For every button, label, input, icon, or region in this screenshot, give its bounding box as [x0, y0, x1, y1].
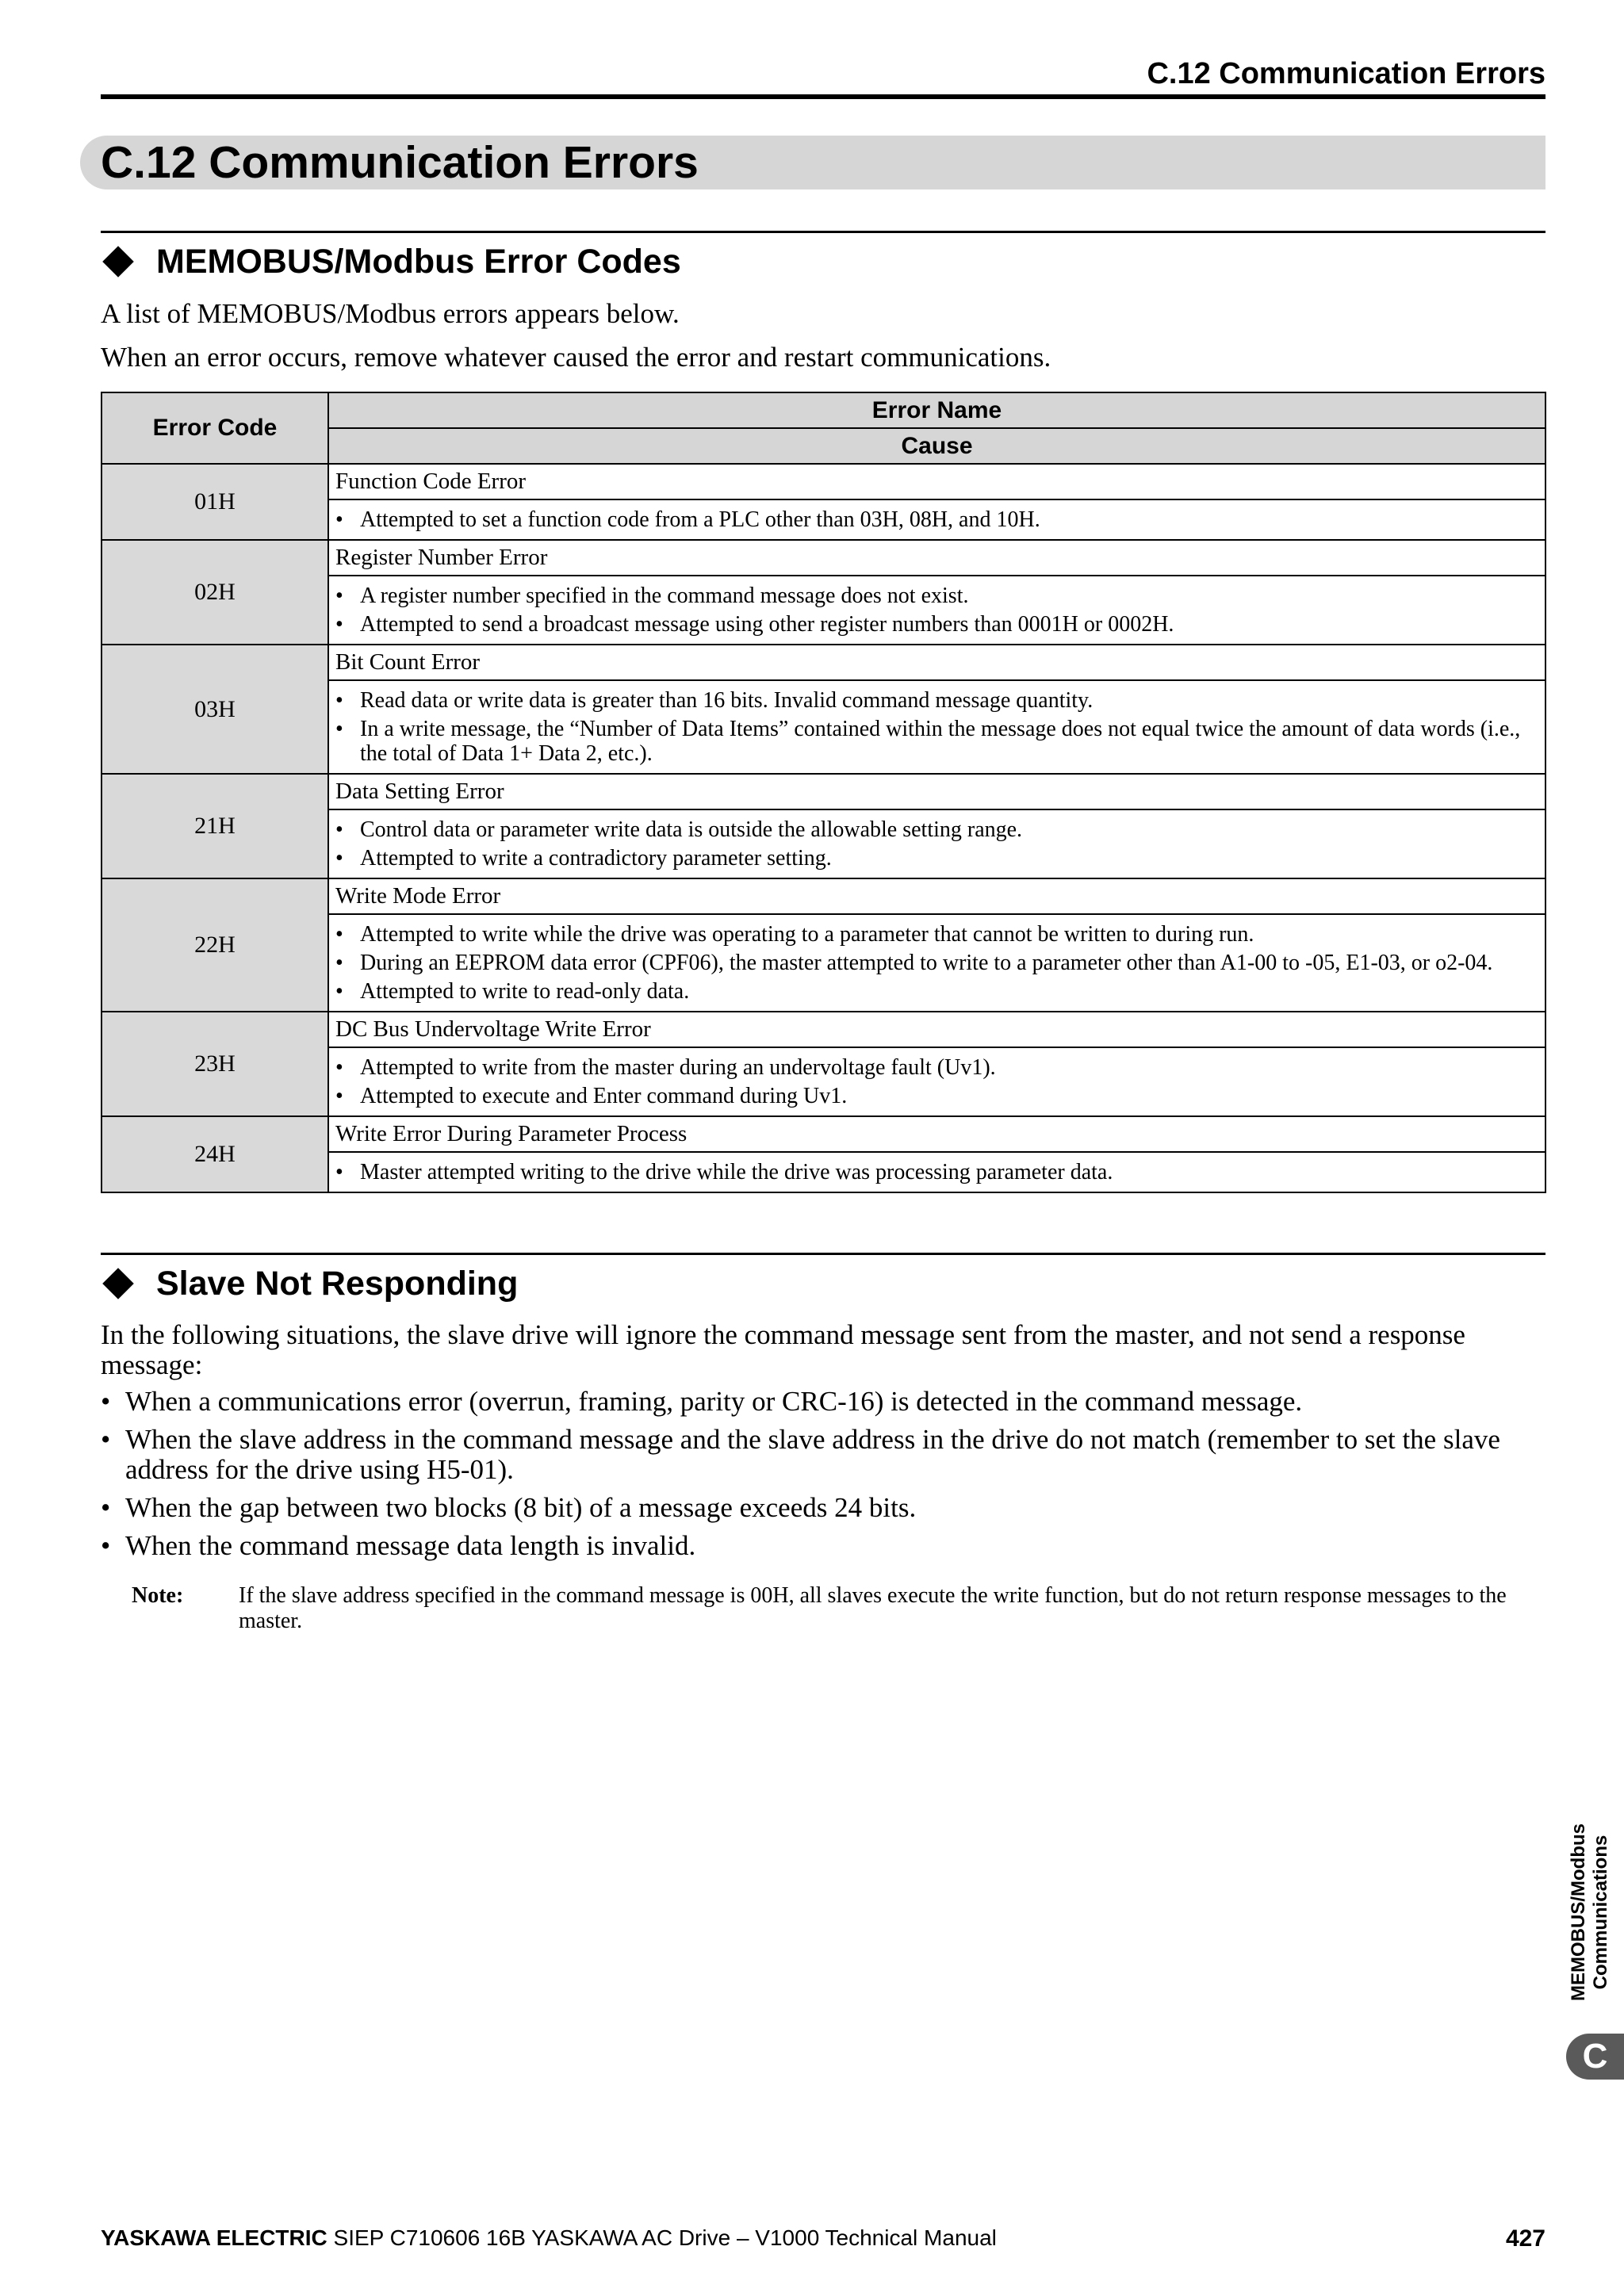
- table-row: [102, 1012, 1545, 1047]
- col-header-cause: Cause: [328, 428, 1545, 464]
- chapter-title: C.12 Communication Errors: [101, 137, 699, 188]
- error-name-cell: Bit Count Error: [328, 645, 1545, 680]
- error-code-cell: 01H: [102, 464, 328, 540]
- cause-cell: [328, 499, 1545, 540]
- cause-item: • Attempted to send a broadcast message using other register numbers than 0001H or 0002H.: [335, 612, 1174, 637]
- section-rule: [101, 1253, 1545, 1255]
- error-code-cell: 21H: [102, 774, 328, 878]
- list-item: • When the command message data length is invalid.: [101, 1530, 696, 1561]
- list-item: • When a communications error (overrun, framing, parity or CRC-16) is detected in the command message.: [101, 1386, 1303, 1417]
- note: [132, 1583, 1546, 1634]
- section-rule: [101, 231, 1545, 233]
- cause-cell: [328, 1152, 1545, 1192]
- error-name-cell: DC Bus Undervoltage Write Error: [328, 1012, 1545, 1047]
- error-name-cell: Register Number Error: [328, 540, 1545, 576]
- error-table-body: [102, 464, 1545, 1192]
- cause-item: • During an EEPROM data error (CPF06), the master attempted to write to a parameter other than A1-00 to -05, E1-03, or o2-04.: [335, 951, 1493, 975]
- table-row: [102, 1116, 1545, 1152]
- cause-cell: [328, 680, 1545, 774]
- chapter-side-label: MEMOBUS/Modbus Communications: [1568, 1823, 1612, 2001]
- slave-intro-paragraph: In the following situations, the slave drive will ignore the command message sent from the master, and not send a response message:: [101, 1319, 1465, 1380]
- cause-item: • In a write message, the “Number of Data Items” contained within the message does not equal twice the amount of data words (i.e., the total of Data 1+ Data 2, etc.).: [335, 717, 1521, 766]
- error-code-cell: 23H: [102, 1012, 328, 1116]
- slave-conditions-list: [101, 1387, 1545, 1569]
- cause-item: • Attempted to write from the master during an undervoltage fault (Uv1).: [335, 1055, 996, 1080]
- footer-doc-title: SIEP C710606 16B YASKAWA AC Drive – V1000 Technical Manual: [333, 2225, 997, 2250]
- diamond-icon: [102, 246, 134, 277]
- cause-cell: [328, 914, 1545, 1012]
- table-row: [102, 464, 1545, 499]
- diamond-icon: [102, 1268, 134, 1299]
- error-code-cell: 02H: [102, 540, 328, 645]
- cause-item: • Read data or write data is greater than 16 bits. Invalid command message quantity.: [335, 688, 1094, 713]
- table-row: [102, 774, 1545, 809]
- col-header-error-name: Error Name: [328, 392, 1545, 428]
- cause-cell: [328, 809, 1545, 878]
- intro-paragraph: When an error occurs, remove whatever caused the error and restart communications.: [101, 342, 1051, 373]
- cause-item: • Attempted to set a function code from a PLC other than 03H, 08H, and 10H.: [335, 507, 1040, 532]
- error-code-cell: 24H: [102, 1116, 328, 1192]
- note-text: If the slave address specified in the command message is 00H, all slaves execute the write function, but do not return response messages to the master.: [239, 1583, 1507, 1633]
- cause-item: • Attempted to write a contradictory parameter setting.: [335, 846, 832, 871]
- section-heading-text: Slave Not Responding: [156, 1265, 519, 1303]
- cause-item: • Attempted to execute and Enter command during Uv1.: [335, 1084, 848, 1108]
- section-heading-error-codes: [101, 240, 681, 283]
- header-rule: [101, 94, 1545, 99]
- cause-item: • Master attempted writing to the drive while the drive was processing parameter data.: [335, 1160, 1113, 1184]
- error-code-cell: 03H: [102, 645, 328, 774]
- error-name-cell: Write Error During Parameter Process: [328, 1116, 1545, 1152]
- col-header-error-code: Error Code: [102, 392, 328, 464]
- intro-paragraph: A list of MEMOBUS/Modbus errors appears below.: [101, 298, 680, 329]
- cause-item: • Attempted to write to read-only data.: [335, 979, 690, 1004]
- list-item: • When the gap between two blocks (8 bit) of a message exceeds 24 bits.: [101, 1492, 917, 1523]
- error-name-cell: Function Code Error: [328, 464, 1545, 499]
- section-heading-text: MEMOBUS/Modbus Error Codes: [156, 243, 681, 281]
- chapter-tab: C: [1566, 2034, 1624, 2080]
- page-number: 427: [1505, 2225, 1545, 2252]
- error-name-cell: Write Mode Error: [328, 878, 1545, 914]
- table-row: [102, 645, 1545, 680]
- error-name-cell: Data Setting Error: [328, 774, 1545, 809]
- cause-item: • Control data or parameter write data is outside the allowable setting range.: [335, 817, 1023, 842]
- error-code-table: [101, 392, 1546, 1193]
- cause-item: • A register number specified in the command message does not exist.: [335, 584, 969, 608]
- error-code-cell: 22H: [102, 878, 328, 1012]
- section-heading-slave-not-responding: [101, 1262, 518, 1305]
- footer: [101, 2225, 997, 2251]
- note-label: Note:: [132, 1583, 184, 1608]
- table-row: [102, 540, 1545, 576]
- cause-cell: [328, 576, 1545, 645]
- table-row: [102, 878, 1545, 914]
- footer-brand: YASKAWA ELECTRIC: [101, 2225, 327, 2250]
- cause-cell: [328, 1047, 1545, 1116]
- running-header: C.12 Communication Errors: [1147, 57, 1545, 90]
- list-item: • When the slave address in the command message and the slave address in the drive do not match (remember to set the slave address for the drive using H5-01).: [101, 1424, 1500, 1485]
- cause-item: • Attempted to write while the drive was operating to a parameter that cannot be written to during run.: [335, 922, 1254, 947]
